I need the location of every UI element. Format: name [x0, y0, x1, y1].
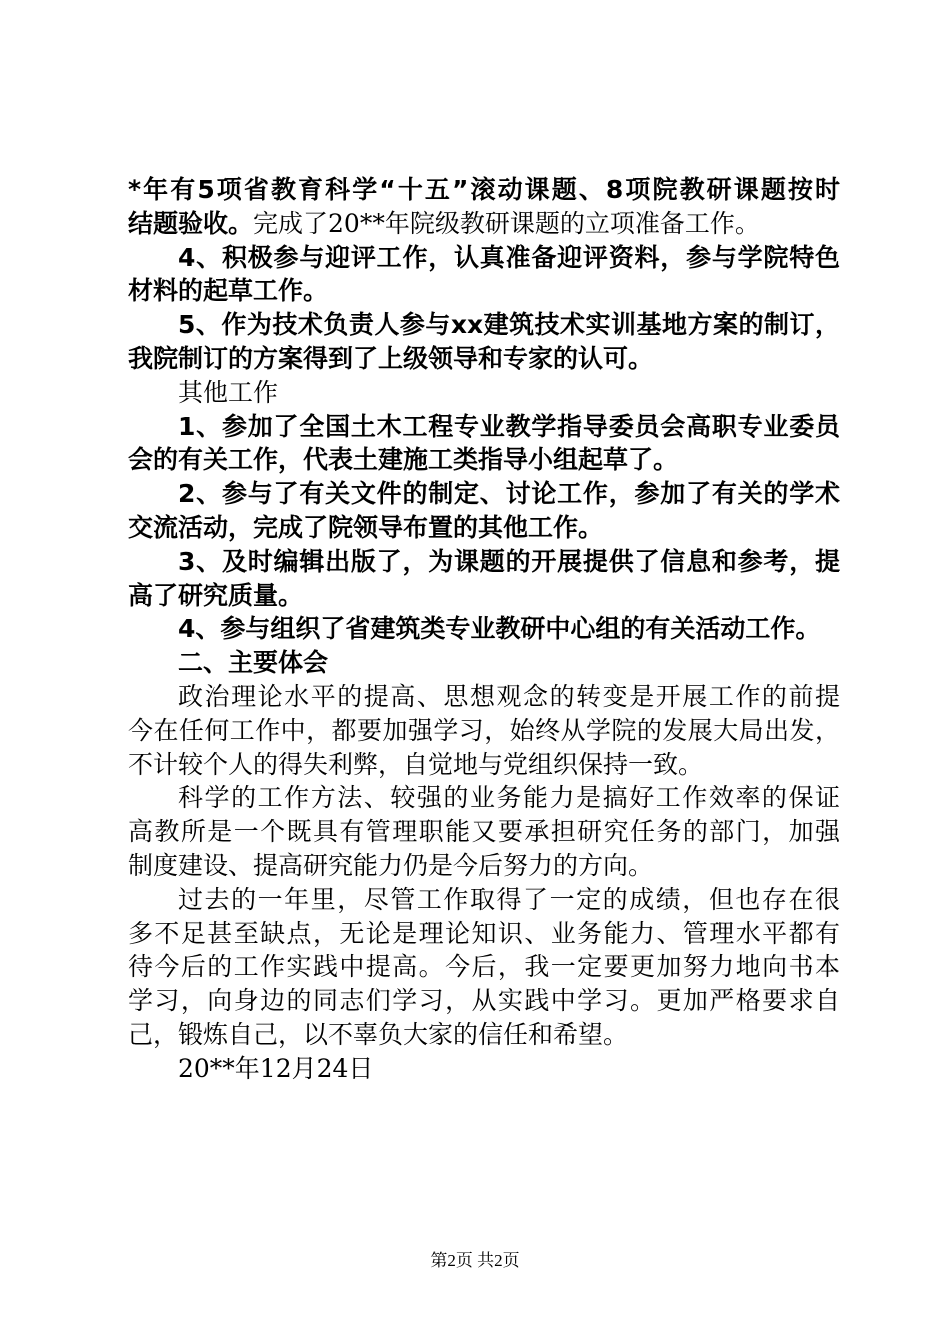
document-line: 科学的工作方法、较强的业务能力是搞好工作效率的保证: [178, 783, 840, 813]
document-line: 会的有关工作，代表土建施工类指导小组起草了。: [128, 445, 679, 475]
document-line: 过去的一年里，尽管工作取得了一定的成绩，但也存在很: [178, 884, 840, 914]
document-line: 4、积极参与迎评工作，认真准备迎评资料，参与学院特色: [178, 242, 840, 272]
document-line: 学习，向身边的同志们学习，从实践中学习。更加严格要求自: [128, 986, 840, 1016]
document-line: 4、参与组织了省建筑类专业教研中心组的有关活动工作。: [178, 614, 821, 644]
document-line: 不计较个人的得失利弊，自觉地与党组织保持一致。: [128, 749, 704, 779]
document-line: 其他工作: [178, 377, 279, 407]
document-line: [128, 207, 840, 241]
document-line: 我院制订的方案得到了上级领导和专家的认可。: [128, 343, 654, 373]
document-line-bold-part: 结题验收。: [128, 208, 254, 238]
document-line: 高教所是一个既具有管理职能又要承担研究任务的部门，加强: [128, 817, 840, 847]
document-line: 材料的起草工作。: [128, 276, 329, 306]
document-line: 制度建设、提高研究能力仍是今后努力的方向。: [128, 850, 654, 880]
document-line: 待今后的工作实践中提高。今后，我一定要更加努力地向书本: [128, 952, 840, 982]
document-line: 二、主要体会: [178, 648, 329, 678]
document-line: 1、参加了全国土木工程专业教学指导委员会高职专业委员: [178, 411, 840, 441]
document-line: 多不足甚至缺点，无论是理论知识、业务能力、管理水平都有: [128, 918, 840, 948]
document-line: 高了研究质量。: [128, 580, 304, 610]
document-line: 己，锻炼自己，以不辜负大家的信任和希望。: [128, 1019, 629, 1049]
document-line-serif-part: 完成了20**年院级教研课题的立项准备工作。: [253, 208, 760, 238]
document-line: 交流活动，完成了院领导布置的其他工作。: [128, 512, 604, 542]
document-line: 5、作为技术负责人参与xx建筑技术实训基地方案的制订，: [178, 310, 840, 340]
document-line: 政治理论水平的提高、思想观念的转变是开展工作的前提: [178, 681, 840, 711]
document-line: 2、参与了有关文件的制定、讨论工作，参加了有关的学术: [178, 479, 840, 509]
document-line: 今在任何工作中，都要加强学习，始终从学院的发展大局出发，: [128, 715, 840, 745]
document-line: *年有5项省教育科学“十五”滚动课题、8项院教研课题按时: [128, 175, 840, 204]
document-body: [128, 173, 840, 1086]
document-line: 3、及时编辑出版了，为课题的开展提供了信息和参考，提: [178, 546, 840, 576]
document-line: 20**年12月24日: [178, 1053, 374, 1083]
page-footer: 第2页 共2页: [430, 1251, 520, 1270]
